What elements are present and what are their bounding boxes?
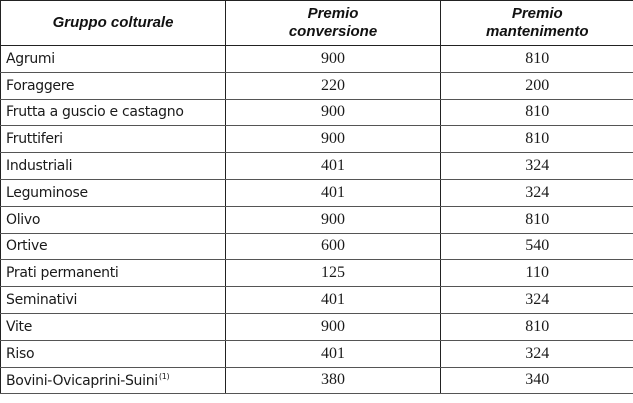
table-row (1, 340, 633, 367)
table-header (1, 1, 633, 46)
cell-gruppo-colturale: Riso (1, 340, 226, 367)
cell-premio-mantenimento: 324 (441, 153, 633, 180)
cell-premio-mantenimento: 324 (441, 179, 633, 206)
header-premio-mantenimento-line1: Premio (511, 5, 563, 22)
cell-premio-mantenimento: 810 (441, 99, 633, 126)
cell-premio-conversione: 401 (226, 287, 441, 314)
header-premio-conversione-line2: conversione (288, 23, 378, 40)
header-premio-mantenimento (441, 1, 633, 46)
cell-gruppo-colturale: Fruttiferi (1, 126, 226, 153)
cell-premio-mantenimento: 810 (441, 126, 633, 153)
cell-premio-mantenimento: 200 (441, 72, 633, 99)
cell-gruppo-colturale: Agrumi (1, 46, 226, 73)
table-row (1, 260, 633, 287)
cell-premio-mantenimento: 340 (441, 367, 633, 394)
cell-premio-conversione: 600 (226, 233, 441, 260)
table-row (1, 126, 633, 153)
table-row (1, 206, 633, 233)
table-body (1, 46, 633, 394)
cell-gruppo-colturale: Prati permanenti (1, 260, 226, 287)
table-row (1, 153, 633, 180)
cell-premio-conversione: 125 (226, 260, 441, 287)
table-row (1, 233, 633, 260)
header-premio-conversione-line1: Premio (307, 5, 359, 22)
cell-premio-conversione: 220 (226, 72, 441, 99)
cell-gruppo-colturale: Foraggere (1, 72, 226, 99)
table-row (1, 367, 633, 394)
cell-gruppo-colturale: Leguminose (1, 179, 226, 206)
table-row (1, 313, 633, 340)
cell-premio-conversione: 900 (226, 99, 441, 126)
header-premio-mantenimento-line2: mantenimento (485, 23, 589, 40)
cell-premio-conversione: 401 (226, 179, 441, 206)
cell-premio-mantenimento: 324 (441, 287, 633, 314)
cell-premio-mantenimento: 810 (441, 206, 633, 233)
cell-premio-conversione: 401 (226, 153, 441, 180)
table-row (1, 46, 633, 73)
table-row (1, 99, 633, 126)
cell-gruppo-colturale: Frutta a guscio e castagno (1, 99, 226, 126)
footnote-marker: (1) (158, 371, 170, 381)
cell-gruppo-colturale: Vite (1, 313, 226, 340)
cell-premio-mantenimento: 810 (441, 46, 633, 73)
cell-gruppo-colturale: Industriali (1, 153, 226, 180)
header-gruppo-colturale-label: Gruppo colturale (52, 14, 174, 31)
header-premio-conversione (226, 1, 441, 46)
cell-gruppo-colturale-text: Bovini-Ovicaprini-Suini (6, 372, 158, 389)
header-row (1, 1, 633, 46)
cell-premio-mantenimento: 810 (441, 313, 633, 340)
cell-premio-mantenimento: 324 (441, 340, 633, 367)
cell-premio-mantenimento: 540 (441, 233, 633, 260)
cell-premio-conversione: 900 (226, 313, 441, 340)
cell-premio-mantenimento: 110 (441, 260, 633, 287)
table-row (1, 287, 633, 314)
cell-premio-conversione: 401 (226, 340, 441, 367)
table-row (1, 72, 633, 99)
cell-premio-conversione: 900 (226, 46, 441, 73)
cell-gruppo-colturale: Ortive (1, 233, 226, 260)
cell-gruppo-colturale (1, 367, 226, 394)
header-gruppo-colturale (1, 1, 226, 46)
cell-gruppo-colturale: Olivo (1, 206, 226, 233)
cell-premio-conversione: 900 (226, 206, 441, 233)
cell-gruppo-colturale: Seminativi (1, 287, 226, 314)
cell-premio-conversione: 380 (226, 367, 441, 394)
table-row (1, 179, 633, 206)
cell-premio-conversione: 900 (226, 126, 441, 153)
